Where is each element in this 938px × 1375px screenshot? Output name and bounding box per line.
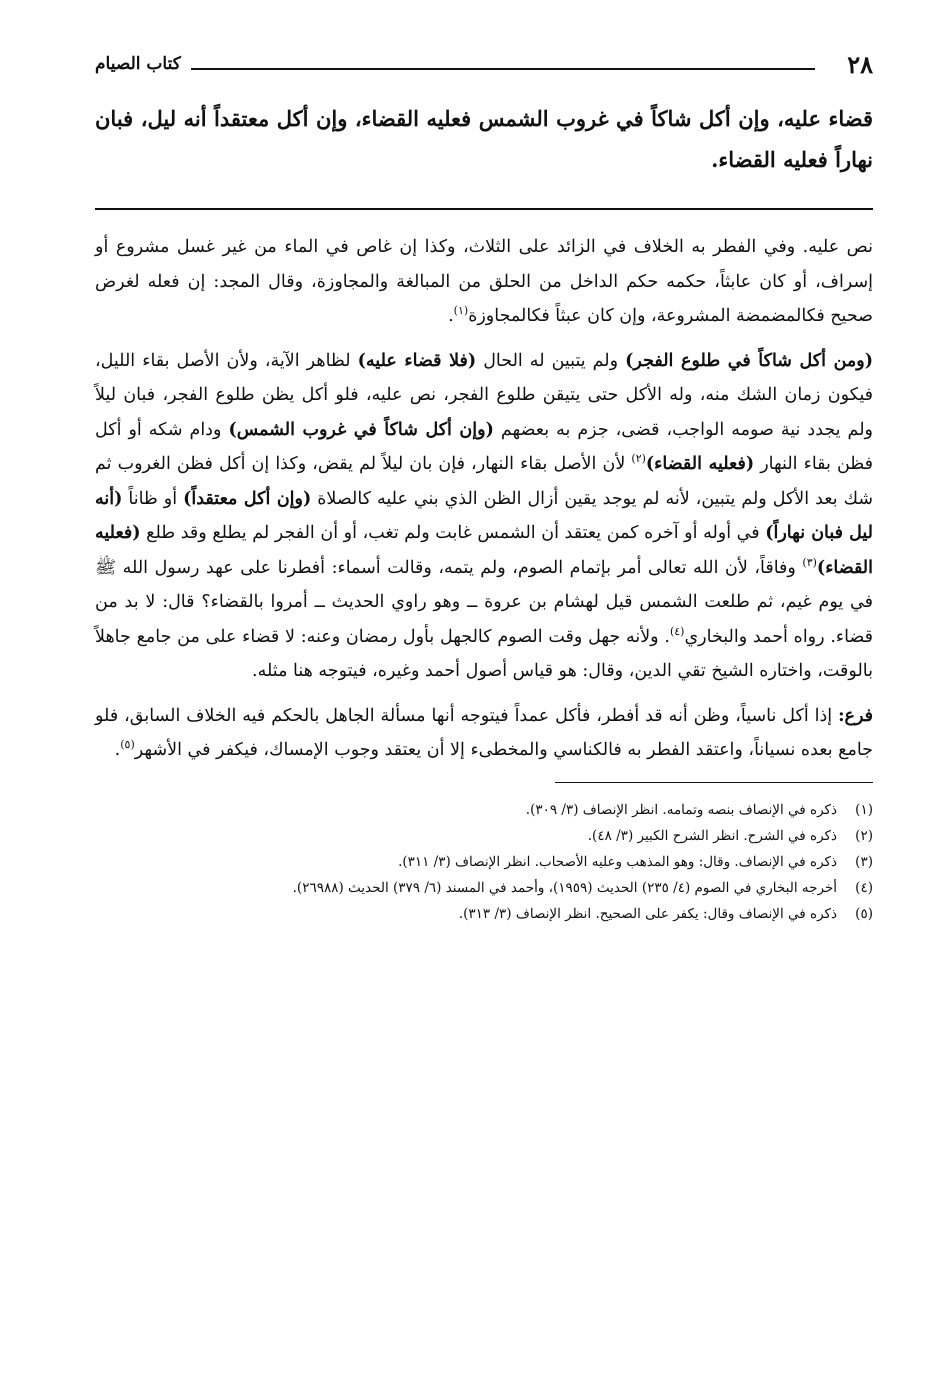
commentary-paragraph-2: (ومن أكل شاكاً في طلوع الفجر) ولم يتبين له الحال (فلا قضاء عليه) لظاهر الآية، ولأن الأصل بقاء الليل، فيكون زمان الشك منه، وله الأكل حتى يتيقن طلوع الفجر، نص عليه، فلو أكل يظن طلوع الفجر، فبان ليلاً ولم يجدد نية صومه الواجب، قضى، جزم به بعضهم (وإن أكل شاكاً في غروب الشمس) ودام شكه أو أكل فظن بقاء النهار (فعليه القضاء)$^{(٢)}$ لأن الأصل بقاء النهار، فإن بان ليلاً لم يقض، وكذا إن أكل فظن الغروب ثم شك بعد الأكل ولم يتبين، لأنه لم يوجد يقين أزال الظن الذي بني عليه كالصلاة (وإن أكل معتقداً) أو ظاناً (أنه ليل فبان نهاراً) في أوله أو آخره كمن يعتقد أن الشمس غابت ولم تغب، أو أن الفجر لم يطلع وقد طلع (فعليه القضاء)$^{(٣)}$ وفاقاً، لأن الله تعالى أمر بإتمام الصوم، ولم يتمه، وقالت أسماء: أفطرنا على عهد رسول الله ﷺ في يوم غيم، ثم طلعت الشمس قيل لهشام بن عروة ــ وهو راوي الحديث ــ أمروا بالقضاء؟ قال: لا بد من قضاء. رواه أحمد والبخاري$^{(٤)}$. ولأنه جهل وقت الصوم كالجهل بأول رمضان وعنه: لا قضاء على من جامع جاهلاً بالوقت، واختاره الشيخ تقي الدين، وقال: هو قياس أصول أحمد وغيره، فيتوجه هنا مثله. <box>95 350 874 681</box>
footnote-ref-2[interactable]: (٢) <box>631 452 646 466</box>
footnote-number: (٢) <box>855 827 873 844</box>
commentary-paragraph-3: فرع: إذا أكل ناسياً، وظن أنه قد أفطر، فأكل عمداً فيتوجه أنها مسألة الجاهل بالحكم فيه الخلاف السابق، فلو جامع بعده نسياناً، واعتقد الفطر به فالكناسي والمخطىء إلا أن يعتقد وجوب الإمساك، فيكفر في الأشهر$^{(٥)}$. <box>95 705 873 760</box>
footnote-text: ذكره في الشرح. انظر الشرح الكبير (٣/ ٤٨). <box>587 827 837 844</box>
footnote <box>95 875 873 901</box>
footnote <box>95 797 873 823</box>
footnote <box>95 849 873 875</box>
running-title: كتاب الصيام <box>95 54 181 74</box>
page-number: ٢٨ <box>847 50 873 79</box>
commentary-paragraph-1: نص عليه. وفي الفطر به الخلاف في الزائد على الثلاث، وكذا إن غاص في الماء من غير غسل مشروع أو إسراف، أو كان عابثاً، حكمه حكم الداخل من الحلق من المبالغة والمجاوزة، وقال المجد: إن فعله لغرض صحيح فكالمضمضة المشروعة، وإن كان عبثاً فكالمجاوزة$^{(١)}$. <box>95 237 873 326</box>
footnote-text: ذكره في الإنصاف بنصه وتمامه. انظر الإنصاف (٣/ ٣٠٩). <box>525 801 837 818</box>
commentary <box>95 230 873 768</box>
footnote-number: (١) <box>855 801 873 818</box>
footnote-text: أخرجه البخاري في الصوم (٤/ ٢٣٥) الحديث (١٩٥٩)، وأحمد في المسند (٦/ ٣٧٩) الحديث (٢٦٩٨٨). <box>292 879 837 896</box>
footnote-number: (٥) <box>855 905 873 922</box>
footnote-number: (٤) <box>855 879 873 896</box>
footnote-ref-1[interactable]: (١) <box>453 304 469 318</box>
footnote-ref-5[interactable]: (٥) <box>120 738 135 752</box>
main-text-paragraph: قضاء عليه، وإن أكل شاكاً في غروب الشمس فعليه القضاء، وإن أكل معتقداً أنه ليل، فبان نهاراً فعليه القضاء. <box>95 106 873 172</box>
footnote-divider <box>555 782 873 783</box>
footnote-number: (٣) <box>855 853 873 870</box>
page-header <box>95 40 873 84</box>
footnotes <box>95 797 873 927</box>
book-page <box>95 40 873 927</box>
footnote <box>95 823 873 849</box>
header-rule <box>191 68 815 70</box>
footnote-ref-4[interactable]: (٤) <box>669 624 685 638</box>
footnote-ref-3[interactable]: (٣) <box>802 555 817 569</box>
main-text <box>95 98 873 180</box>
footnote <box>95 901 873 927</box>
section-divider <box>95 208 873 210</box>
footnote-text: ذكره في الإنصاف وقال: يكفر على الصحيح. انظر الإنصاف (٣/ ٣١٣). <box>458 905 837 922</box>
footnote-text: ذكره في الإنصاف. وقال: وهو المذهب وعليه الأصحاب. انظر الإنصاف (٣/ ٣١١). <box>398 853 837 870</box>
